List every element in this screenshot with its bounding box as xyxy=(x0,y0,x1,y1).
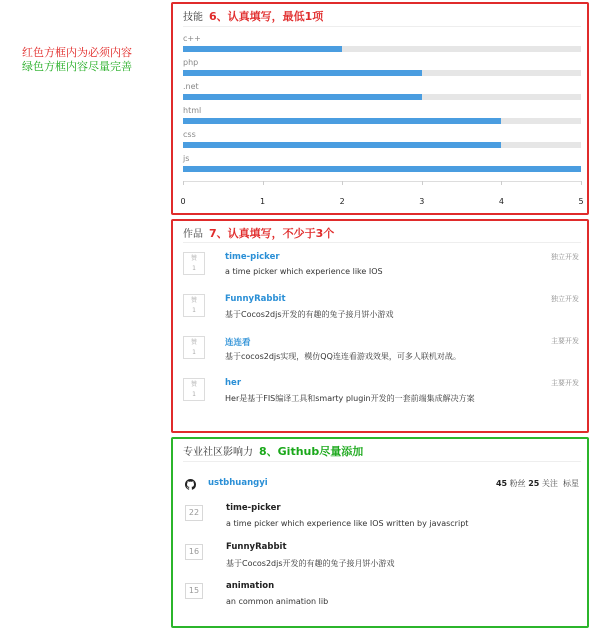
repo-star-count: 16 xyxy=(185,544,203,560)
skill-label: html xyxy=(183,106,202,115)
work-name-link[interactable]: 连连看 xyxy=(225,338,251,348)
skill-bar-track xyxy=(183,70,581,76)
repo-item xyxy=(183,542,579,578)
work-description: 基于cocos2djs实现，模仿QQ连连看游戏效果，可多人联机对战。 xyxy=(225,352,461,361)
skill-bar-track xyxy=(183,118,581,124)
skill-bar-track xyxy=(183,94,581,100)
starred-label[interactable]: 标星 xyxy=(563,479,579,488)
skill-bar xyxy=(183,142,501,148)
x-tick-label: 3 xyxy=(419,197,425,206)
work-description: 基于Cocos2djs开发的有趣的兔子接月饼小游戏 xyxy=(225,310,394,319)
followers-count: 45 xyxy=(495,479,508,488)
repo-name-link[interactable]: FunnyRabbit xyxy=(226,542,287,552)
like-count: 1 xyxy=(192,307,196,314)
works-section xyxy=(171,219,589,433)
followers-label: 粉丝 xyxy=(509,479,526,488)
community-title: 专业社区影响力 xyxy=(183,447,253,458)
works-note: 7、认真填写，不少于3个 xyxy=(209,227,335,240)
like-label: 赞 xyxy=(190,297,197,304)
like-button[interactable] xyxy=(183,378,205,401)
skill-label: .net xyxy=(183,82,199,91)
skill-label: c++ xyxy=(183,34,201,43)
github-profile-row xyxy=(183,477,579,493)
like-button[interactable] xyxy=(183,336,205,359)
x-tick-label: 2 xyxy=(339,197,345,206)
repo-description: 基于Cocos2djs开发的有趣的兔子接月饼小游戏 xyxy=(226,559,395,568)
github-username-link[interactable]: ustbhuangyi xyxy=(208,478,268,488)
legend xyxy=(22,46,132,74)
skill-bar-track xyxy=(183,142,581,148)
work-name-link[interactable]: her xyxy=(225,378,242,388)
like-count: 1 xyxy=(192,391,196,398)
legend-red-note: 红色方框内为必须内容 xyxy=(22,46,132,59)
like-count: 1 xyxy=(192,265,196,272)
work-name-link[interactable]: time-picker xyxy=(225,252,280,262)
skill-bar xyxy=(183,70,422,76)
skill-bar-track xyxy=(183,46,581,52)
skill-bar xyxy=(183,94,422,100)
repo-description: a time picker which experience like IOS written by javascript xyxy=(226,519,469,528)
works-header xyxy=(183,225,334,241)
skill-bar-track xyxy=(183,166,581,172)
work-item xyxy=(183,252,579,292)
work-role: 独立开发 xyxy=(551,253,579,261)
skill-label: js xyxy=(183,154,190,163)
like-count: 1 xyxy=(192,349,196,356)
x-tick-label: 0 xyxy=(180,197,186,206)
x-tick xyxy=(501,181,502,185)
work-item xyxy=(183,336,579,376)
x-axis xyxy=(183,181,581,182)
work-role: 主要开发 xyxy=(551,337,579,345)
work-role: 独立开发 xyxy=(551,295,579,303)
divider xyxy=(183,461,581,462)
works-title: 作品 xyxy=(183,229,203,240)
work-description: a time picker which experience like IOS xyxy=(225,267,383,276)
divider xyxy=(183,242,581,243)
like-label: 赞 xyxy=(190,255,197,262)
skill-bar xyxy=(183,46,342,52)
repo-description: an common animation lib xyxy=(226,597,329,606)
x-tick-label: 1 xyxy=(260,197,266,206)
skills-note: 6、认真填写，最低1项 xyxy=(209,10,324,23)
like-button[interactable] xyxy=(183,294,205,317)
github-stats xyxy=(496,478,579,489)
skill-bar xyxy=(183,118,501,124)
x-tick xyxy=(183,181,184,185)
divider xyxy=(183,26,581,27)
skills-header xyxy=(183,8,323,24)
repo-item xyxy=(183,503,579,539)
community-section xyxy=(171,437,589,628)
skill-label: css xyxy=(183,130,196,139)
x-tick xyxy=(263,181,264,185)
skill-bar xyxy=(183,166,581,172)
work-item xyxy=(183,294,579,334)
following-count: 25 xyxy=(528,479,540,488)
skill-label: php xyxy=(183,58,199,67)
community-note: 8、Github尽量添加 xyxy=(259,445,364,458)
skills-title: 技能 xyxy=(183,12,203,23)
work-role: 主要开发 xyxy=(551,379,579,387)
x-tick xyxy=(342,181,343,185)
x-tick xyxy=(422,181,423,185)
repo-name-link[interactable]: time-picker xyxy=(226,503,281,513)
repo-star-count: 22 xyxy=(185,505,203,521)
repo-item xyxy=(183,581,579,617)
following-label: 关注 xyxy=(541,479,558,488)
work-description: Her是基于FIS编译工具和smarty plugin开发的一套前端集成解决方案 xyxy=(225,394,475,403)
community-header xyxy=(183,443,363,459)
repo-name-link[interactable]: animation xyxy=(226,581,275,591)
work-name-link[interactable]: FunnyRabbit xyxy=(225,294,286,304)
legend-green-note: 绿色方框内容尽量完善 xyxy=(22,60,132,73)
work-item xyxy=(183,378,579,418)
like-label: 赞 xyxy=(190,381,197,388)
github-icon xyxy=(185,479,196,490)
repo-star-count: 15 xyxy=(185,583,203,599)
x-tick-label: 5 xyxy=(578,197,584,206)
x-tick-label: 4 xyxy=(498,197,504,206)
x-tick xyxy=(581,181,582,185)
like-label: 赞 xyxy=(190,339,197,346)
like-button[interactable] xyxy=(183,252,205,275)
skills-section xyxy=(171,2,589,215)
